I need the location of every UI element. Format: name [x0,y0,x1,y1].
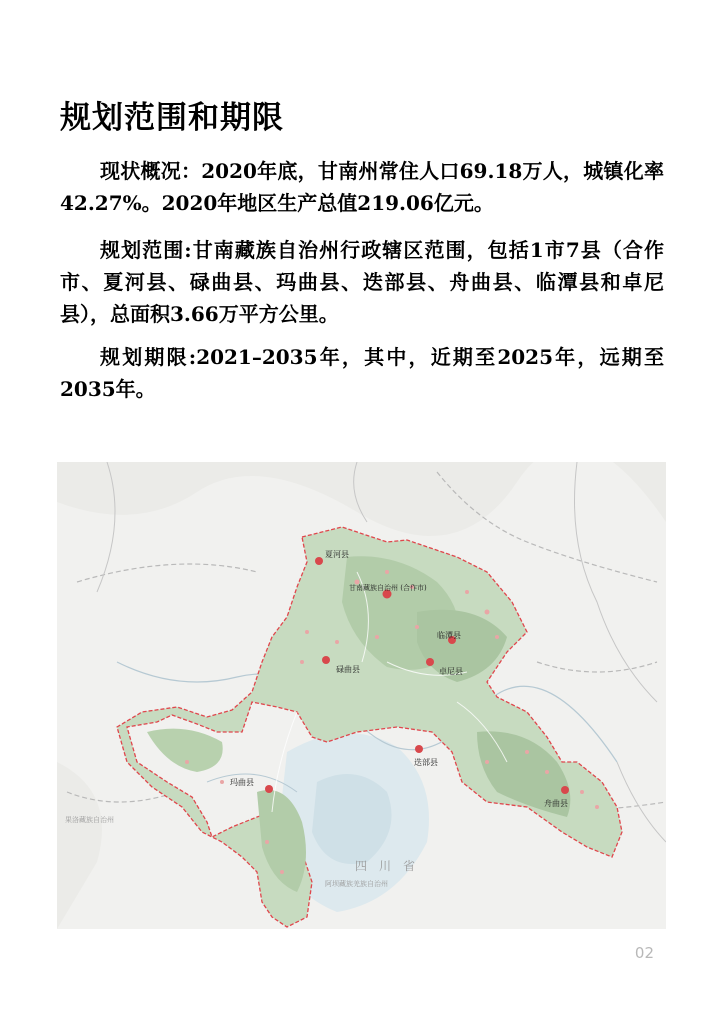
planning-period-paragraph [60,341,664,405]
page-title: 规划范围和期限 [60,100,284,136]
planning-area-map [57,462,666,929]
planning-scope-text: 甘南藏族自治州行政辖区范围，包括1市7县（合作市、夏河县、碌曲县、玛曲县、迭部县、舟曲县、临潭县和卓尼县），总面积3.66万平方公里。 [60,238,664,326]
planning-scope-paragraph [60,234,664,330]
status-overview-label: 现状概况： [100,159,202,183]
map-label-lintan: 临潭县 [437,631,461,640]
map-label-maqu: 玛曲县 [230,778,254,787]
map-label-xiahe: 夏河县 [325,550,349,559]
planning-scope-label: 规划范围: [100,238,192,262]
map-label-zhuoni: 卓尼县 [439,667,463,676]
status-overview-paragraph [60,155,664,219]
planning-period-text: 2021–2035年，其中，近期至2025年，远期至2035年。 [60,345,664,401]
map-label-sichuan: 四 川 省 [355,859,416,873]
map-label-guoluo: 果洛藏族自治州 [65,816,114,824]
map-label-hezuo: 甘南藏族自治州 (合作市) [349,584,427,592]
map-label-luqu: 碌曲县 [336,665,360,674]
map-label-aba: 阿坝藏族羌族自治州 [325,880,388,888]
map-label-diebu: 迭部县 [414,758,438,767]
map-label-zhouqu: 舟曲县 [544,799,568,808]
page-number: 02 [634,944,654,962]
planning-period-label: 规划期限: [100,345,197,369]
status-overview-text: 2020年底，甘南州常住人口69.18万人，城镇化率42.27%。2020年地区生产总值219.06亿元。 [60,159,665,215]
